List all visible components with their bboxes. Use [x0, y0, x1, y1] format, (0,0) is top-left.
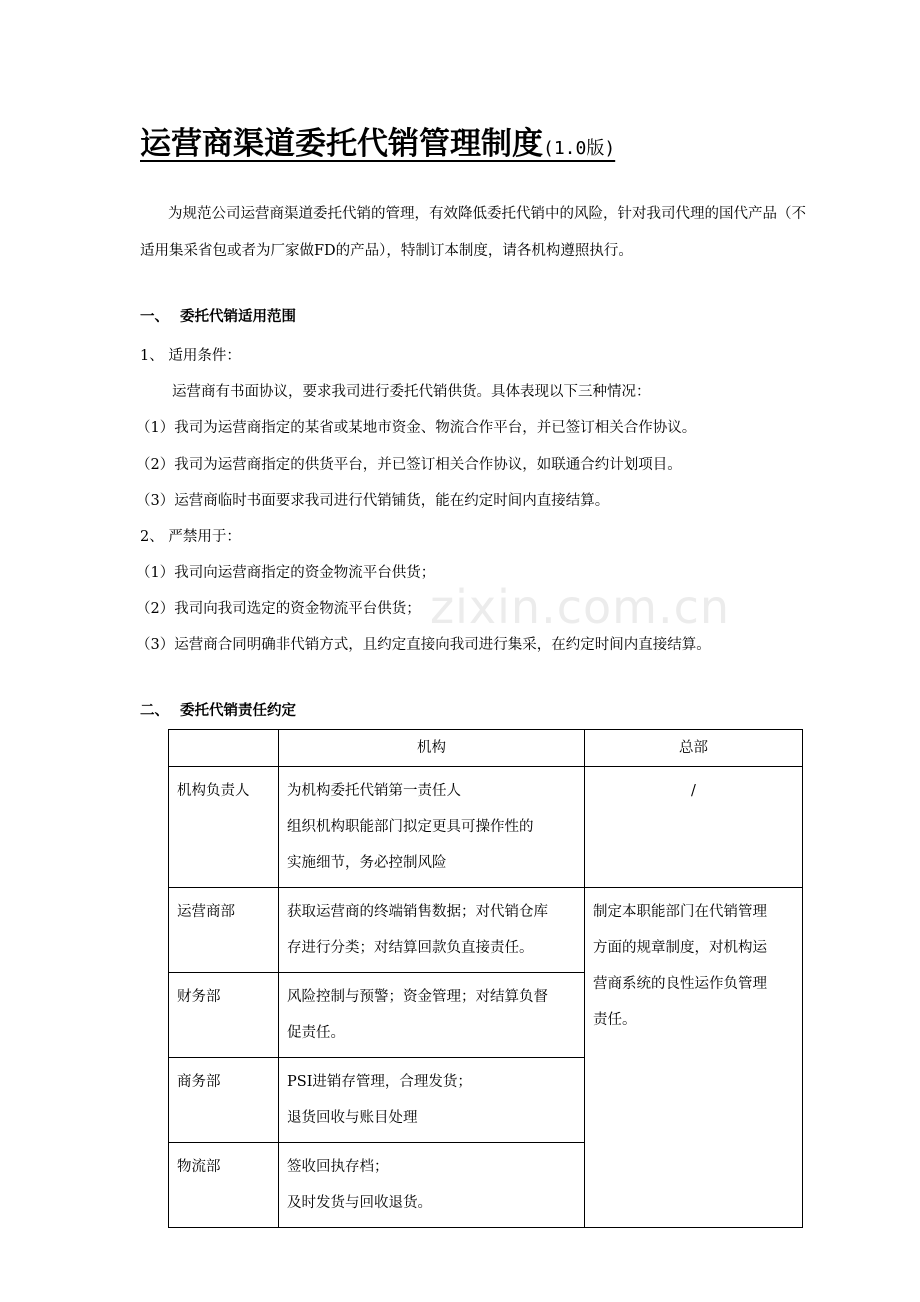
hq-line: 制定本职能部门在代销管理 [593, 904, 767, 920]
org-line: 为机构委托代销第一责任人 [287, 783, 461, 799]
org-line: 退货回收与账目处理 [287, 1110, 418, 1126]
section-2-number: 二、 [140, 703, 169, 719]
title-text: 运营商渠道委托代销管理制度 [140, 126, 543, 162]
org-line: 组织机构职能部门拟定更具可操作性的 [287, 819, 534, 835]
section-1-number: 一、 [140, 309, 169, 325]
org-cell [279, 973, 585, 1058]
org-cell [279, 1143, 585, 1228]
section-1-title: 委托代销适用范围 [180, 309, 296, 325]
org-line: 风险控制与预警；资金管理；对结算负督 [287, 989, 548, 1005]
table-row [169, 767, 803, 888]
hq-line: 方面的规章制度，对机构运 [593, 940, 767, 956]
table-row [169, 888, 803, 973]
role-cell: 运营商部 [169, 888, 279, 973]
table-header-hq: 总部 [585, 730, 803, 767]
sub2-item-3: （3）运营商合同明确非代销方式，且约定直接向我司进行集采，在约定时间内直接结算。 [136, 637, 711, 653]
sub1-description: 运营商有书面协议，要求我司进行委托代销供货。具体表现以下三种情况： [172, 384, 651, 400]
org-cell [279, 888, 585, 973]
role-cell: 机构负责人 [169, 767, 279, 888]
intro-paragraph: 为规范公司运营商渠道委托代销的管理，有效降低委托代销中的风险，针对我司代理的国代产品（不适用集采省包或者为厂家做FD的产品），特制订本制度，请各机构遵照执行。 [140, 206, 806, 259]
hq-cell: / [585, 767, 803, 888]
sub2-label: 2、 严禁用于： [140, 529, 241, 545]
hq-shared-cell [585, 888, 803, 1228]
sub1-item-1: （1）我司为运营商指定的某省或某地市资金、物流合作平台，并已签订相关合作协议。 [136, 420, 697, 436]
page-title [140, 118, 780, 162]
watermark: zixin.com.cn [430, 580, 731, 634]
sub1-item-3: （3）运营商临时书面要求我司进行代销铺货，能在约定时间内直接结算。 [136, 493, 610, 509]
sub2-item-2: （2）我司向我司选定的资金物流平台供货； [136, 601, 421, 617]
role-cell: 商务部 [169, 1058, 279, 1143]
org-line: 及时发货与回收退货。 [287, 1195, 432, 1211]
table-header-org: 机构 [279, 730, 585, 767]
role-cell: 财务部 [169, 973, 279, 1058]
org-line: 获取运营商的终端销售数据；对代销仓库 [287, 904, 548, 920]
section-2-title: 委托代销责任约定 [180, 703, 296, 719]
org-cell [279, 767, 585, 888]
sub2-item-1: （1）我司向运营商指定的资金物流平台供货； [136, 565, 436, 581]
org-line: PSI进销存管理，合理发货； [287, 1074, 472, 1090]
org-line: 存进行分类；对结算回款负直接责任。 [287, 940, 534, 956]
role-cell: 物流部 [169, 1143, 279, 1228]
sub1-item-2: （2）我司为运营商指定的供货平台，并已签订相关合作协议，如联通合约计划项目。 [136, 457, 682, 473]
table-header-row [169, 730, 803, 767]
responsibility-table [168, 729, 803, 1228]
org-line: 实施细节，务必控制风险 [287, 855, 447, 871]
section-1-heading [140, 305, 296, 326]
org-line: 签收回执存档； [287, 1159, 389, 1175]
hq-line: 营商系统的良性运作负管理 [593, 976, 767, 992]
sub1-label: 1、 适用条件： [140, 348, 241, 364]
org-cell [279, 1058, 585, 1143]
org-line: 促责任。 [287, 1025, 345, 1041]
table-header-blank [169, 730, 279, 767]
section-2-heading [140, 699, 296, 720]
title-version: (1.0版) [543, 138, 616, 159]
hq-line: 责任。 [593, 1012, 637, 1028]
